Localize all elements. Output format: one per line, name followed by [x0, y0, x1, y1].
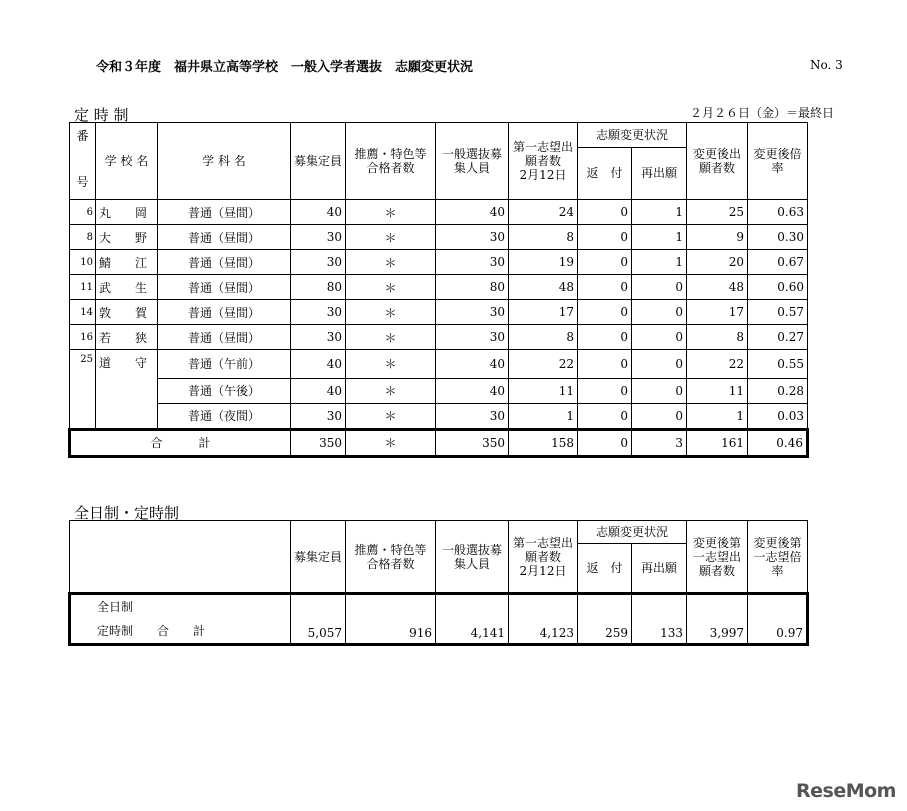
row-recommend: ＊: [346, 378, 436, 403]
row-dept: 普通（午前）: [158, 350, 291, 379]
row-after-count: 8: [687, 325, 748, 350]
row-school: 大 野: [96, 225, 158, 250]
total-general: 350: [436, 429, 509, 456]
row-no: 6: [70, 200, 96, 225]
row-withdraw: 0: [578, 350, 632, 379]
header-general-quota: 一般選抜募集人員: [436, 123, 509, 200]
total-recommend: ＊: [346, 429, 436, 456]
resemom-watermark: ReseMom: [796, 780, 896, 802]
row-first-choice: 1: [509, 403, 578, 429]
header-number-top: 番: [76, 129, 89, 143]
header-withdraw: 返 付: [578, 147, 632, 199]
row-after-ratio: 0.30: [748, 225, 808, 250]
total-withdraw: 0: [578, 429, 632, 456]
row-recommend: ＊: [346, 275, 436, 300]
date-note: ２月２６日（金）＝最終日: [690, 106, 835, 120]
row-no: 10: [70, 250, 96, 275]
header-recommend: 推薦・特色等合格者数: [346, 123, 436, 200]
row-no: 11: [70, 275, 96, 300]
header-general-quota: 一般選抜募集人員: [436, 521, 509, 594]
row-first-choice: 19: [509, 250, 578, 275]
header-school: 学 校 名: [96, 123, 158, 200]
row-no: 16: [70, 325, 96, 350]
row-first-choice: 48: [509, 275, 578, 300]
row-dept: 普通（夜間）: [158, 403, 291, 429]
section-title-combined: 全日制・定時制: [74, 504, 180, 522]
row-reapply: 0: [632, 325, 687, 350]
row-quota: 30: [291, 250, 346, 275]
combined-label-line1: 全日制: [97, 600, 134, 614]
row-first-choice: 17: [509, 300, 578, 325]
row-withdraw: 0: [578, 325, 632, 350]
combined-withdraw: 259: [578, 594, 632, 645]
row-general: 30: [436, 225, 509, 250]
row-school: 若 狭: [96, 325, 158, 350]
row-first-choice: 8: [509, 225, 578, 250]
header-change-status: 志願変更状況: [578, 123, 687, 148]
row-reapply: 1: [632, 200, 687, 225]
row-recommend: ＊: [346, 200, 436, 225]
combined-table: [68, 520, 814, 646]
row-school: 武 生: [96, 275, 158, 300]
combined-recommend: 916: [346, 594, 436, 645]
row-after-count: 9: [687, 225, 748, 250]
row-after-count: 1: [687, 403, 748, 429]
table-row: [70, 275, 808, 300]
header-after-count: 変更後出願者数: [687, 123, 748, 200]
row-after-ratio: 0.03: [748, 403, 808, 429]
row-first-choice: 8: [509, 325, 578, 350]
header-quota: 募集定員: [291, 521, 346, 594]
row-recommend: ＊: [346, 403, 436, 429]
row-general: 40: [436, 378, 509, 403]
row-quota: 30: [291, 325, 346, 350]
row-school: [96, 378, 158, 403]
total-label: 合 計: [70, 429, 291, 456]
row-no: [70, 403, 96, 429]
row-after-ratio: 0.60: [748, 275, 808, 300]
table-row: [70, 250, 808, 275]
row-general: 30: [436, 403, 509, 429]
row-dept: 普通（昼間）: [158, 250, 291, 275]
row-after-ratio: 0.27: [748, 325, 808, 350]
header-after-count: 変更後第一志望出願者数: [687, 521, 748, 594]
row-school: 敦 賀: [96, 300, 158, 325]
header-first-choice-label: 第一志望出願者数: [512, 140, 573, 168]
row-quota: 40: [291, 378, 346, 403]
combined-label-line2: 定時制 合 計: [97, 624, 206, 638]
header-recommend: 推薦・特色等合格者数: [346, 521, 436, 594]
row-withdraw: 0: [578, 275, 632, 300]
row-first-choice: 24: [509, 200, 578, 225]
row-general: 40: [436, 350, 509, 379]
row-withdraw: 0: [578, 300, 632, 325]
header-reapply: 再出願: [632, 544, 687, 594]
total-quota: 350: [291, 429, 346, 456]
header-first-choice-date: 2月12日: [519, 168, 567, 182]
table-row: [70, 403, 808, 429]
row-no: 14: [70, 300, 96, 325]
row-general: 30: [436, 250, 509, 275]
row-after-ratio: 0.55: [748, 350, 808, 379]
header-row: [70, 521, 808, 544]
row-recommend: ＊: [346, 300, 436, 325]
header-reapply: 再出願: [632, 147, 687, 199]
row-recommend: ＊: [346, 325, 436, 350]
header-number-bottom: 号: [76, 175, 89, 189]
row-school: 丸 岡: [96, 200, 158, 225]
row-withdraw: 0: [578, 378, 632, 403]
row-recommend: ＊: [346, 250, 436, 275]
header-blank: [70, 521, 291, 594]
row-withdraw: 0: [578, 225, 632, 250]
row-general: 80: [436, 275, 509, 300]
header-first-choice: [509, 123, 578, 200]
row-after-count: 48: [687, 275, 748, 300]
row-withdraw: 0: [578, 250, 632, 275]
row-withdraw: 0: [578, 200, 632, 225]
combined-after-count: 3,997: [687, 594, 748, 645]
total-first-choice: 158: [509, 429, 578, 456]
combined-first-choice: 4,123: [509, 594, 578, 645]
row-dept: 普通（昼間）: [158, 225, 291, 250]
row-quota: 40: [291, 200, 346, 225]
header-after-ratio: 変更後第一志望倍 率: [748, 521, 808, 594]
row-after-ratio: 0.67: [748, 250, 808, 275]
row-after-count: 25: [687, 200, 748, 225]
row-general: 30: [436, 325, 509, 350]
row-reapply: 0: [632, 275, 687, 300]
row-quota: 30: [291, 403, 346, 429]
row-general: 30: [436, 300, 509, 325]
header-quota: 募集定員: [291, 123, 346, 200]
row-first-choice: 11: [509, 378, 578, 403]
row-first-choice: 22: [509, 350, 578, 379]
row-after-count: 22: [687, 350, 748, 379]
row-dept: 普通（昼間）: [158, 275, 291, 300]
header-first-choice-date: 2月12日: [519, 563, 567, 578]
total-row: [70, 429, 808, 456]
header-number: [70, 123, 96, 200]
row-no: [70, 378, 96, 403]
header-first-choice: [509, 521, 578, 594]
part-time-table: [68, 122, 814, 458]
row-no: 25: [70, 350, 96, 379]
page-number: No. 3: [810, 58, 843, 72]
combined-general: 4,141: [436, 594, 509, 645]
combined-after-ratio: 0.97: [748, 594, 808, 645]
table-row: [70, 325, 808, 350]
row-reapply: 1: [632, 250, 687, 275]
row-quota: 80: [291, 275, 346, 300]
row-quota: 30: [291, 300, 346, 325]
header-change-status: 志願変更状況: [578, 521, 687, 544]
table-row: [70, 300, 808, 325]
section-title-part-time: 定 時 制: [74, 106, 129, 124]
header-withdraw: 返 付: [578, 544, 632, 594]
header-after-ratio: 変更後倍 率: [748, 123, 808, 200]
header-dept: 学 科 名: [158, 123, 291, 200]
row-reapply: 0: [632, 378, 687, 403]
header-first-choice-label: 第一志望出願者数: [512, 535, 573, 564]
total-reapply: 3: [632, 429, 687, 456]
row-recommend: ＊: [346, 350, 436, 379]
table-row: [70, 200, 808, 225]
row-dept: 普通（昼間）: [158, 300, 291, 325]
combined-quota: 5,057: [291, 594, 346, 645]
row-reapply: 0: [632, 350, 687, 379]
row-after-ratio: 0.28: [748, 378, 808, 403]
row-quota: 30: [291, 225, 346, 250]
row-quota: 40: [291, 350, 346, 379]
row-dept: 普通（午後）: [158, 378, 291, 403]
document-title: 令和３年度 福井県立高等学校 一般入学者選抜 志願変更状況: [96, 60, 474, 75]
combined-reapply: 133: [632, 594, 687, 645]
total-after-count: 161: [687, 429, 748, 456]
row-reapply: 1: [632, 225, 687, 250]
total-after-ratio: 0.46: [748, 429, 808, 456]
row-reapply: 0: [632, 403, 687, 429]
header-row: [70, 123, 808, 148]
row-after-count: 11: [687, 378, 748, 403]
table-row: [70, 225, 808, 250]
combined-total-row: [70, 594, 808, 645]
row-school: [96, 403, 158, 429]
combined-label: [70, 594, 291, 645]
row-after-count: 17: [687, 300, 748, 325]
row-after-count: 20: [687, 250, 748, 275]
table-row: [70, 350, 808, 379]
row-after-ratio: 0.63: [748, 200, 808, 225]
row-dept: 普通（昼間）: [158, 200, 291, 225]
row-after-ratio: 0.57: [748, 300, 808, 325]
row-withdraw: 0: [578, 403, 632, 429]
row-general: 40: [436, 200, 509, 225]
row-dept: 普通（昼間）: [158, 325, 291, 350]
row-no: 8: [70, 225, 96, 250]
row-recommend: ＊: [346, 225, 436, 250]
table-row: [70, 378, 808, 403]
row-school: 鯖 江: [96, 250, 158, 275]
row-school: 道 守: [96, 350, 158, 379]
row-reapply: 0: [632, 300, 687, 325]
